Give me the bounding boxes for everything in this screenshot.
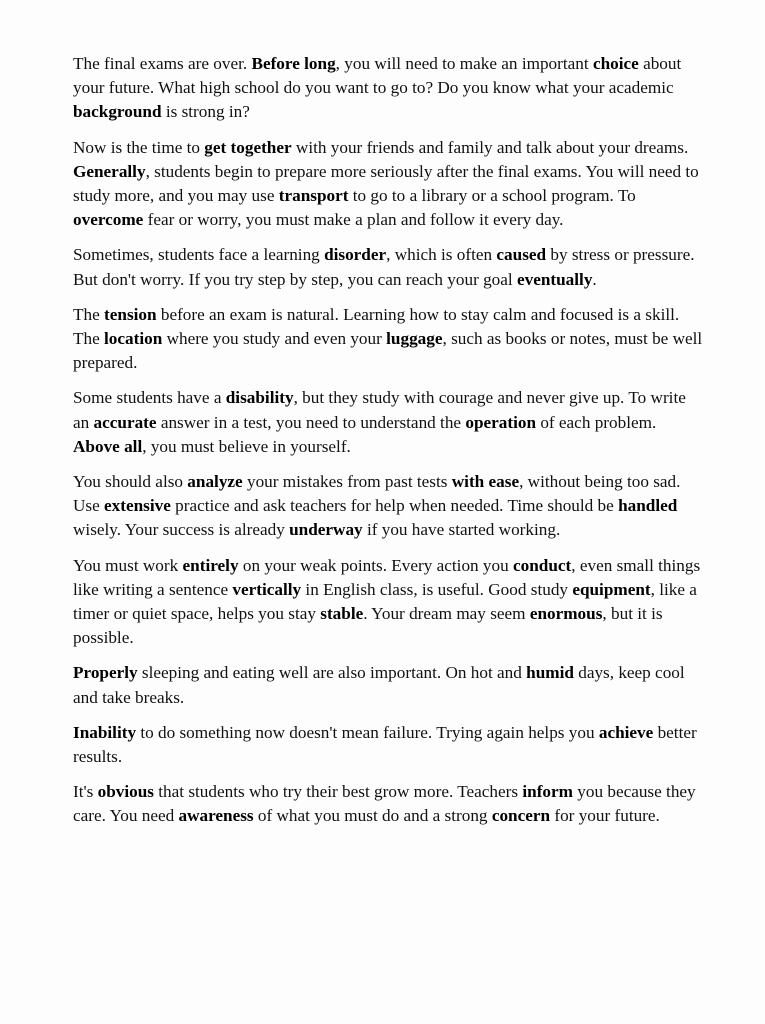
vocabulary-term: background <box>73 102 162 122</box>
vocabulary-term: transport <box>278 186 349 206</box>
vocabulary-term: extensive <box>104 496 171 516</box>
vocabulary-term: achieve <box>598 722 654 742</box>
text-segment: in English class, is useful. Good study <box>301 579 573 599</box>
paragraph-3 <box>73 243 705 291</box>
paragraph-10 <box>73 780 705 828</box>
vocabulary-term: overcome <box>73 210 144 230</box>
text-segment: your mistakes from past tests <box>242 472 452 492</box>
vocabulary-term: conduct <box>513 555 572 575</box>
text-segment: by stress or pressure. But don't worry. If you try step by step, you can reach your goal <box>73 245 695 289</box>
vocabulary-term: inform <box>522 782 573 802</box>
text-segment: sleeping and eating well are also important. On hot and <box>137 663 527 683</box>
text-segment: is strong in? <box>161 102 250 122</box>
paragraph-7 <box>73 554 705 651</box>
vocabulary-term: handled <box>618 496 678 516</box>
vocabulary-term: location <box>104 329 163 349</box>
paragraph-5 <box>73 386 705 459</box>
text-segment: to do something now doesn't mean failure. Trying again helps you <box>136 722 599 742</box>
vocabulary-term: disability <box>225 388 294 408</box>
text-segment: if you have started working. <box>362 520 561 540</box>
vocabulary-term: analyze <box>187 472 243 492</box>
text-segment: Now is the time to <box>73 137 205 157</box>
vocabulary-term: underway <box>289 520 363 540</box>
text-segment: on your weak points. Every action you <box>238 555 514 575</box>
vocabulary-term: with ease <box>451 472 520 492</box>
text-segment: , even small things like writing a sentence <box>73 555 701 599</box>
text-segment: , which is often <box>386 245 497 265</box>
text-segment: about your future. What high school do you want to go to? Do you know what your academic <box>73 54 682 98</box>
vocabulary-term: Inability <box>73 722 137 742</box>
text-segment: wisely. Your success is already <box>73 520 290 540</box>
text-segment: , without being too sad. Use <box>73 472 681 516</box>
vocabulary-term: operation <box>465 412 537 432</box>
vocabulary-term: obvious <box>97 782 154 802</box>
text-segment: that students who try their best grow more. Teachers <box>153 782 523 802</box>
body-text <box>73 52 705 840</box>
text-segment: for your future. <box>550 806 660 826</box>
vocabulary-term: luggage <box>386 329 443 349</box>
text-segment: The <box>73 304 105 324</box>
vocabulary-term: enormous <box>529 604 603 624</box>
vocabulary-term: stable <box>320 604 364 624</box>
text-segment: , but they study with courage and never give up. To write an <box>73 388 686 432</box>
text-segment: to go to a library or a school program. To <box>348 186 636 206</box>
vocabulary-term: accurate <box>93 412 157 432</box>
vocabulary-term: entirely <box>182 555 239 575</box>
text-segment: You must work <box>73 555 183 575</box>
text-segment: better results. <box>73 722 697 767</box>
text-segment: with your friends and family and talk about your dreams. <box>291 137 689 157</box>
paragraph-2 <box>73 136 705 233</box>
vocabulary-term: tension <box>104 304 157 324</box>
text-segment: days, keep cool and take breaks. <box>73 663 685 707</box>
paragraph-1 <box>73 52 705 125</box>
text-segment: of what you must do and a strong <box>253 806 492 826</box>
text-segment: before an exam is natural. Learning how to stay calm and focused is a skill. The <box>73 304 680 349</box>
vocabulary-term: caused <box>496 245 547 265</box>
text-segment: . <box>592 269 597 289</box>
text-segment: you because they care. You need <box>73 782 696 826</box>
text-segment: , students begin to prepare more seriously after the final exams. You will need to study more, and you may use <box>73 161 699 206</box>
paragraph-4 <box>73 303 705 376</box>
vocabulary-term: humid <box>526 663 574 683</box>
text-segment: , such as books or notes, must be well prepared. <box>73 329 703 373</box>
text-segment: practice and ask teachers for help when needed. Time should be <box>170 496 619 516</box>
vocabulary-term: Before long <box>251 54 336 73</box>
vocabulary-term: equipment <box>572 579 651 599</box>
vocabulary-term: concern <box>491 806 551 826</box>
text-segment: The final exams are over. <box>73 54 252 73</box>
text-segment: , you will need to make an important <box>335 54 593 73</box>
vocabulary-term: Properly <box>73 663 138 683</box>
text-segment: You should also <box>73 472 188 492</box>
text-segment: where you study and even your <box>162 329 387 349</box>
vocabulary-term: choice <box>592 54 639 73</box>
vocabulary-term: Above all <box>73 436 143 456</box>
text-segment: fear or worry, you must make a plan and follow it every day. <box>143 210 564 230</box>
text-segment: Sometimes, students face a learning <box>73 245 325 265</box>
paragraph-8 <box>73 661 705 709</box>
text-segment: of each problem. <box>536 412 657 432</box>
vocabulary-term: disorder <box>324 245 387 265</box>
text-segment: It's <box>73 782 98 802</box>
vocabulary-term: get together <box>204 137 292 157</box>
text-segment: Some students have a <box>73 388 226 408</box>
paragraph-6 <box>73 470 705 543</box>
text-segment: . Your dream may seem <box>363 604 530 624</box>
vocabulary-term: vertically <box>232 579 302 599</box>
paragraph-9 <box>73 721 705 769</box>
text-segment: , you must believe in yourself. <box>142 436 351 456</box>
text-segment: , but it is possible. <box>73 604 663 648</box>
text-segment: , like a timer or quiet space, helps you stay <box>73 579 697 624</box>
text-segment: answer in a test, you need to understand the <box>156 412 466 432</box>
vocabulary-term: eventually <box>516 269 593 289</box>
vocabulary-term: awareness <box>178 806 254 826</box>
vocabulary-term: Generally <box>73 161 146 181</box>
